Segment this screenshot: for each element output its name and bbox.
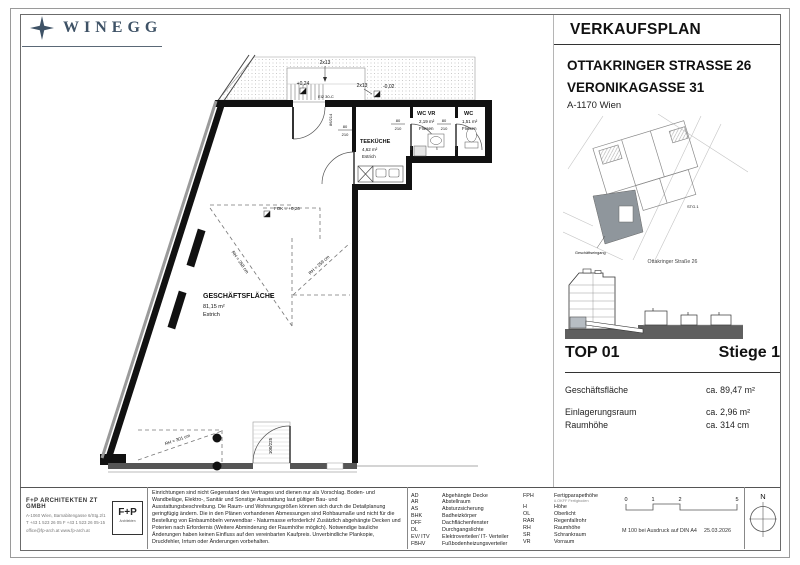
footer-divider <box>407 487 408 549</box>
scale-bar-line <box>626 504 737 510</box>
plan-date: 25.03.2026 <box>704 528 731 534</box>
room-label-wc <box>462 111 478 131</box>
scale-note: M 100 bei Ausdruck auf DIN A4 <box>622 528 697 534</box>
architect-contact: T +43 1 523 26 05 F +43 1 523 26 05-15 <box>26 520 106 526</box>
unit-header-rule <box>565 372 780 373</box>
svg-text:Fliesen: Fliesen <box>419 126 434 131</box>
stg-label: STG.1 <box>687 204 699 209</box>
teekueche-door-swing <box>322 152 354 184</box>
north-label: N <box>760 492 766 501</box>
footer-band-rule <box>20 487 780 488</box>
storefront-wall <box>108 463 478 472</box>
legend-row: AR Abstellraum <box>411 499 471 506</box>
legal-disclaimer: Einrichtungen sind nicht Gegenstand des Vertrages und dienen nur als Vorschlag. Boden- und Wandbeläge, Elektro-, Sanitär und Sonstige Ausstattung laut gültiger Bau- und Ausstattungsbeschreibung. Die Raum- und Wohnungsgrößen können sich durch die Detailplanung geringfügig ändern. Die in den Plänen vorhandenen Abmessungen sind Rohbaumaße und nicht für die Bestellung von Einbaumöbeln verwendbar - Naturmasse erforderlich! Zusätzlich abgehängte Decken und Poterien nach Erfordernis (Weitere Abminderung der Raumhöhe möglich). Notwendige bauliche Änderungen haben keinen Einfluss auf den vereinbarten Kaufpreis. Unverbindliche Plankopie, Druckfehler, Irrtum oder Änderungen vorbehalten. <box>152 490 401 545</box>
svg-text:Estrich: Estrich <box>362 154 376 159</box>
legend-row: BHK Badheizkörper <box>411 513 477 520</box>
height-label-a: RH = 258 cm <box>230 249 250 275</box>
kitchen-fixtures <box>358 166 403 182</box>
page-title: VERKAUFSPLAN <box>570 21 702 38</box>
architect-web: office@fp-arch.at www.fp-arch.at <box>26 527 90 533</box>
legend-row: DFF Dachflächenfenster <box>411 520 489 527</box>
compass-star-icon <box>30 16 54 40</box>
svg-text:81,15 m²: 81,15 m² <box>203 304 225 310</box>
svg-text:210: 210 <box>394 126 402 131</box>
unit-info-list <box>565 385 780 433</box>
unit-header <box>565 344 780 362</box>
svg-text:80: 80 <box>441 118 447 123</box>
north-arrow-icon <box>746 489 782 543</box>
svg-text:WC: WC <box>464 111 474 117</box>
scale-tick-2: 2 <box>678 497 682 503</box>
room-label-wcvr <box>417 111 435 131</box>
height-label-c: RH = 301 cm <box>164 432 191 447</box>
svg-text:GESCHÄFTSFLÄCHE: GESCHÄFTSFLÄCHE <box>203 293 275 300</box>
street-lines <box>563 114 748 260</box>
legend-row: AS Absturzsicherung <box>411 506 484 513</box>
architect-logo-text: F+P <box>118 507 137 518</box>
legend-row: AD Abgehängte Decke <box>411 492 488 499</box>
toilet <box>465 128 478 148</box>
entrance-label: Geschäftseingang <box>575 251 606 255</box>
svg-text:80: 80 <box>395 118 401 123</box>
project-street-2: VERONIKAGASSE 31 <box>567 80 705 95</box>
fire-door-size: 86/214 <box>328 113 333 126</box>
architect-address: A-1060 Wien, Barnabitengasse 6/Stg.2/1 <box>26 512 106 518</box>
info-value: ca. 314 cm <box>706 420 750 430</box>
svg-text:Fliesen: Fliesen <box>462 126 477 131</box>
stair-run-label-2: 2x13 <box>356 83 368 89</box>
legend-row: RH Raumhöhe <box>523 524 581 531</box>
column <box>213 462 222 471</box>
svg-text:80: 80 <box>342 124 348 129</box>
site-plan-drawing <box>563 114 748 260</box>
scale-bar <box>618 494 748 520</box>
height-label-b: RH = 259 cm <box>307 254 331 276</box>
level-label-lower: -0,02 <box>383 84 395 90</box>
entrance-leader <box>597 236 605 248</box>
facade-glazing-line <box>102 101 216 458</box>
legend-row: H Höhe <box>523 503 567 510</box>
info-value: ca. 2,96 m² <box>706 407 751 417</box>
svg-text:WC VR: WC VR <box>417 111 436 117</box>
stair-run-label-1: 2x13 <box>319 60 331 66</box>
fok-label: FOK = +0,26 <box>274 206 300 211</box>
scale-tick-3: 5 <box>735 497 739 503</box>
svg-text:1,51 m²: 1,51 m² <box>462 119 478 124</box>
entrance-door-size: 100/225 <box>268 437 273 455</box>
svg-text:2,19 m²: 2,19 m² <box>419 119 435 124</box>
architect-name: F+P ARCHITEKTEN ZT GMBH <box>26 498 98 510</box>
scale-tick-0: 0 <box>624 497 628 503</box>
svg-text:TEEKÜCHE: TEEKÜCHE <box>360 139 391 145</box>
project-street-1: OTTAKRINGER STRASSE 26 <box>567 58 752 73</box>
legend-note: ü.OKFF Fertigboden <box>554 499 589 504</box>
stair-core <box>619 206 633 222</box>
fok-marker <box>264 211 270 217</box>
brand-name: WINEGG <box>63 19 163 36</box>
architect-logo-sub: Architekten <box>119 519 136 523</box>
fire-door-class: EI2 30-C <box>318 94 334 99</box>
wall-pier <box>168 291 187 330</box>
legend-row: FPH Fertigparapethöhe <box>523 492 599 499</box>
wc-door-size <box>437 118 451 131</box>
legend-column-2 <box>523 493 619 546</box>
fire-door-swing <box>293 107 325 139</box>
unit-staircase: Stiege 1 <box>718 344 780 361</box>
project-city: A-1170 Wien <box>567 100 622 111</box>
unit-site-highlight <box>593 190 643 244</box>
svg-text:210: 210 <box>440 126 448 131</box>
svg-text:210: 210 <box>341 132 349 137</box>
unit-number: TOP 01 <box>565 344 620 361</box>
left-slanted-wall <box>108 103 222 460</box>
scale-tick-1: 1 <box>651 497 655 503</box>
header-rule-right <box>553 44 780 45</box>
building-section-drawing <box>563 267 748 343</box>
architect-block <box>26 498 111 533</box>
teekueche-door-size <box>338 124 352 137</box>
architect-logo <box>112 501 143 535</box>
column <box>213 434 222 443</box>
street-name-label: Ottakringer Straße 26 <box>647 259 698 265</box>
header-rule-left <box>22 46 162 47</box>
room-label-teekueche <box>360 138 391 159</box>
svg-text:4,62 m²: 4,62 m² <box>362 147 378 152</box>
unit-section-highlight <box>570 317 586 328</box>
level-label-upper: +0,24 <box>296 81 310 87</box>
legend-row: VR Vorraum <box>523 538 575 545</box>
low-buildings <box>645 308 731 325</box>
room-label-main <box>203 292 275 318</box>
legend-row: FBHV Fußbodenheizungsverteiler <box>411 541 508 548</box>
footer-divider <box>147 487 148 549</box>
info-label: Raumhöhe <box>565 420 609 430</box>
info-value: ca. 89,47 m² <box>706 385 755 395</box>
info-row <box>565 407 780 417</box>
shaft <box>414 146 426 156</box>
legend-column-1 <box>411 493 523 549</box>
legend-row: RAR Regenfallrohr <box>523 517 587 524</box>
washbasin <box>428 134 444 147</box>
wall-pier <box>187 229 206 268</box>
legend-row: DL Durchgangslichte <box>411 527 484 534</box>
legend-row: SR Schrankraum <box>523 531 587 538</box>
info-label: Geschäftsfläche <box>565 385 629 395</box>
level-marker-upper <box>300 88 306 94</box>
level-marker-lower <box>374 91 380 97</box>
legend-row: EV/ ITV Elektroverteiler/ IT- Verteiler <box>411 534 509 541</box>
info-row <box>565 420 780 430</box>
legend-row: OL Oberlicht <box>523 510 576 517</box>
floor-plan-drawing <box>20 48 565 485</box>
winegg-logo <box>30 16 162 40</box>
info-row <box>565 385 780 395</box>
info-label: Einlagerungsraum <box>565 407 637 417</box>
wcvr-door-size <box>391 118 405 131</box>
svg-text:Estrich: Estrich <box>203 312 220 318</box>
